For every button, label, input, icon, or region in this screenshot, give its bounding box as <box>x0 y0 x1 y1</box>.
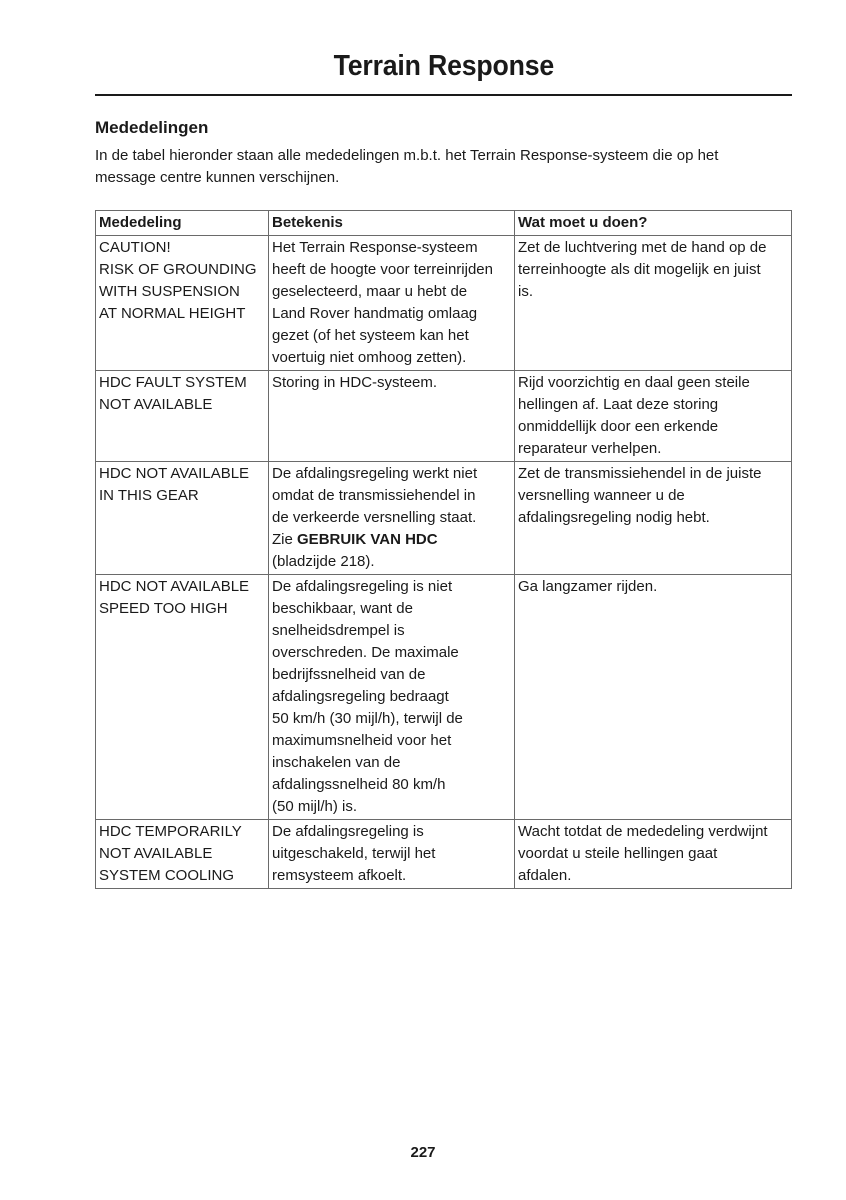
message-line: RISK OF GROUNDING <box>99 261 257 278</box>
cross-reference-link[interactable]: GEBRUIK VAN HDC <box>297 531 438 548</box>
message-line: SYSTEM COOLING <box>99 867 235 884</box>
reference-page: (bladzijde 218). <box>272 553 375 570</box>
meaning-line: voertuig niet omhoog zetten). <box>272 349 467 366</box>
meaning-line: bedrijfssnelheid van de <box>272 666 426 683</box>
message-cell <box>96 462 269 575</box>
column-header-message: Mededeling <box>96 211 269 236</box>
column-header-meaning: Betekenis <box>269 211 515 236</box>
meaning-line: uitgeschakeld, terwijl het <box>272 845 436 862</box>
action-cell <box>515 462 792 575</box>
action-line: versnelling wanneer u de <box>518 487 685 504</box>
message-line: IN THIS GEAR <box>99 487 199 504</box>
action-line: Zet de luchtvering met de hand op de <box>518 239 767 256</box>
meaning-line: De afdalingsregeling is <box>272 823 424 840</box>
action-cell <box>515 236 792 371</box>
action-cell <box>515 371 792 462</box>
action-line: voordat u steile hellingen gaat <box>518 845 718 862</box>
message-line: HDC NOT AVAILABLE <box>99 465 250 482</box>
meaning-line: overschreden. De maximale <box>272 644 459 661</box>
page-number: 227 <box>410 1144 436 1161</box>
message-line: HDC FAULT SYSTEM <box>99 374 247 391</box>
meaning-line: beschikbaar, want de <box>272 600 413 617</box>
meaning-reference-line <box>272 529 511 551</box>
action-line: afdalingsregeling nodig hebt. <box>518 509 710 526</box>
action-line: Rijd voorzichtig en daal geen steile <box>518 374 750 391</box>
action-line: onmiddellijk door een erkende <box>518 418 719 435</box>
action-line: Zet de transmissiehendel in de juiste <box>518 465 762 482</box>
message-cell <box>96 236 269 371</box>
page-header <box>95 44 792 96</box>
intro-line: In de tabel hieronder staan alle mededelingen m.b.t. het Terrain Response-systeem die op het <box>95 147 719 164</box>
meaning-line: De afdalingsregeling is niet <box>272 578 453 595</box>
section-title: Mededelingen <box>95 118 209 137</box>
table-row <box>96 236 792 371</box>
message-line: WITH SUSPENSION <box>99 283 240 300</box>
message-line: SPEED TOO HIGH <box>99 600 228 617</box>
meaning-line: Het Terrain Response-systeem <box>272 239 478 256</box>
messages-table <box>95 210 792 889</box>
page-title: Terrain Response <box>333 50 554 82</box>
action-line: afdalen. <box>518 867 572 884</box>
table-row <box>96 462 792 575</box>
meaning-line: heeft de hoogte voor terreinrijden <box>272 261 493 278</box>
messages-section <box>95 116 792 189</box>
message-line: NOT AVAILABLE <box>99 845 213 862</box>
meaning-line: gezet (of het systeem kan het <box>272 327 469 344</box>
meaning-line: De afdalingsregeling werkt niet <box>272 465 478 482</box>
meaning-line: 50 km/h (30 mijl/h), terwijl de <box>272 710 463 727</box>
message-cell <box>96 575 269 820</box>
meaning-cell <box>269 371 515 462</box>
table-row <box>96 575 792 820</box>
table-row <box>96 820 792 889</box>
meaning-cell <box>269 462 515 575</box>
message-line: HDC NOT AVAILABLE <box>99 578 250 595</box>
message-cell <box>96 820 269 889</box>
meaning-cell <box>269 820 515 889</box>
action-line: terreinhoogte als dit mogelijk en juist <box>518 261 761 278</box>
meaning-line: Land Rover handmatig omlaag <box>272 305 478 322</box>
meaning-line: de verkeerde versnelling staat. <box>272 509 477 526</box>
table-row <box>96 371 792 462</box>
message-line: NOT AVAILABLE <box>99 396 213 413</box>
message-cell <box>96 371 269 462</box>
action-line: hellingen af. Laat deze storing <box>518 396 719 413</box>
meaning-line: afdalingsregeling bedraagt <box>272 688 449 705</box>
meaning-line: omdat de transmissiehendel in <box>272 487 476 504</box>
message-line: AT NORMAL HEIGHT <box>99 305 246 322</box>
action-line: is. <box>518 283 533 300</box>
action-cell <box>515 575 792 820</box>
column-header-action: Wat moet u doen? <box>515 211 792 236</box>
intro-paragraph <box>95 145 792 189</box>
table-header-row <box>96 211 792 236</box>
action-line: Wacht totdat de mededeling verdwijnt <box>518 823 768 840</box>
meaning-cell <box>269 236 515 371</box>
reference-prefix: Zie <box>272 531 298 548</box>
intro-line: message centre kunnen verschijnen. <box>95 169 340 186</box>
meaning-line: remsysteem afkoelt. <box>272 867 407 884</box>
message-line: HDC TEMPORARILY <box>99 823 242 840</box>
meaning-cell <box>269 575 515 820</box>
action-line: reparateur verhelpen. <box>518 440 662 457</box>
meaning-line: afdalingssnelheid 80 km/h <box>272 776 446 793</box>
meaning-line: Storing in HDC-systeem. <box>272 374 438 391</box>
meaning-line: snelheidsdrempel is <box>272 622 405 639</box>
meaning-line: geselecteerd, maar u hebt de <box>272 283 468 300</box>
action-cell <box>515 820 792 889</box>
action-line: Ga langzamer rijden. <box>518 578 658 595</box>
message-line: CAUTION! <box>99 239 171 256</box>
meaning-line: maximumsnelheid voor het <box>272 732 452 749</box>
meaning-line: inschakelen van de <box>272 754 401 771</box>
meaning-line: (50 mijl/h) is. <box>272 798 358 815</box>
